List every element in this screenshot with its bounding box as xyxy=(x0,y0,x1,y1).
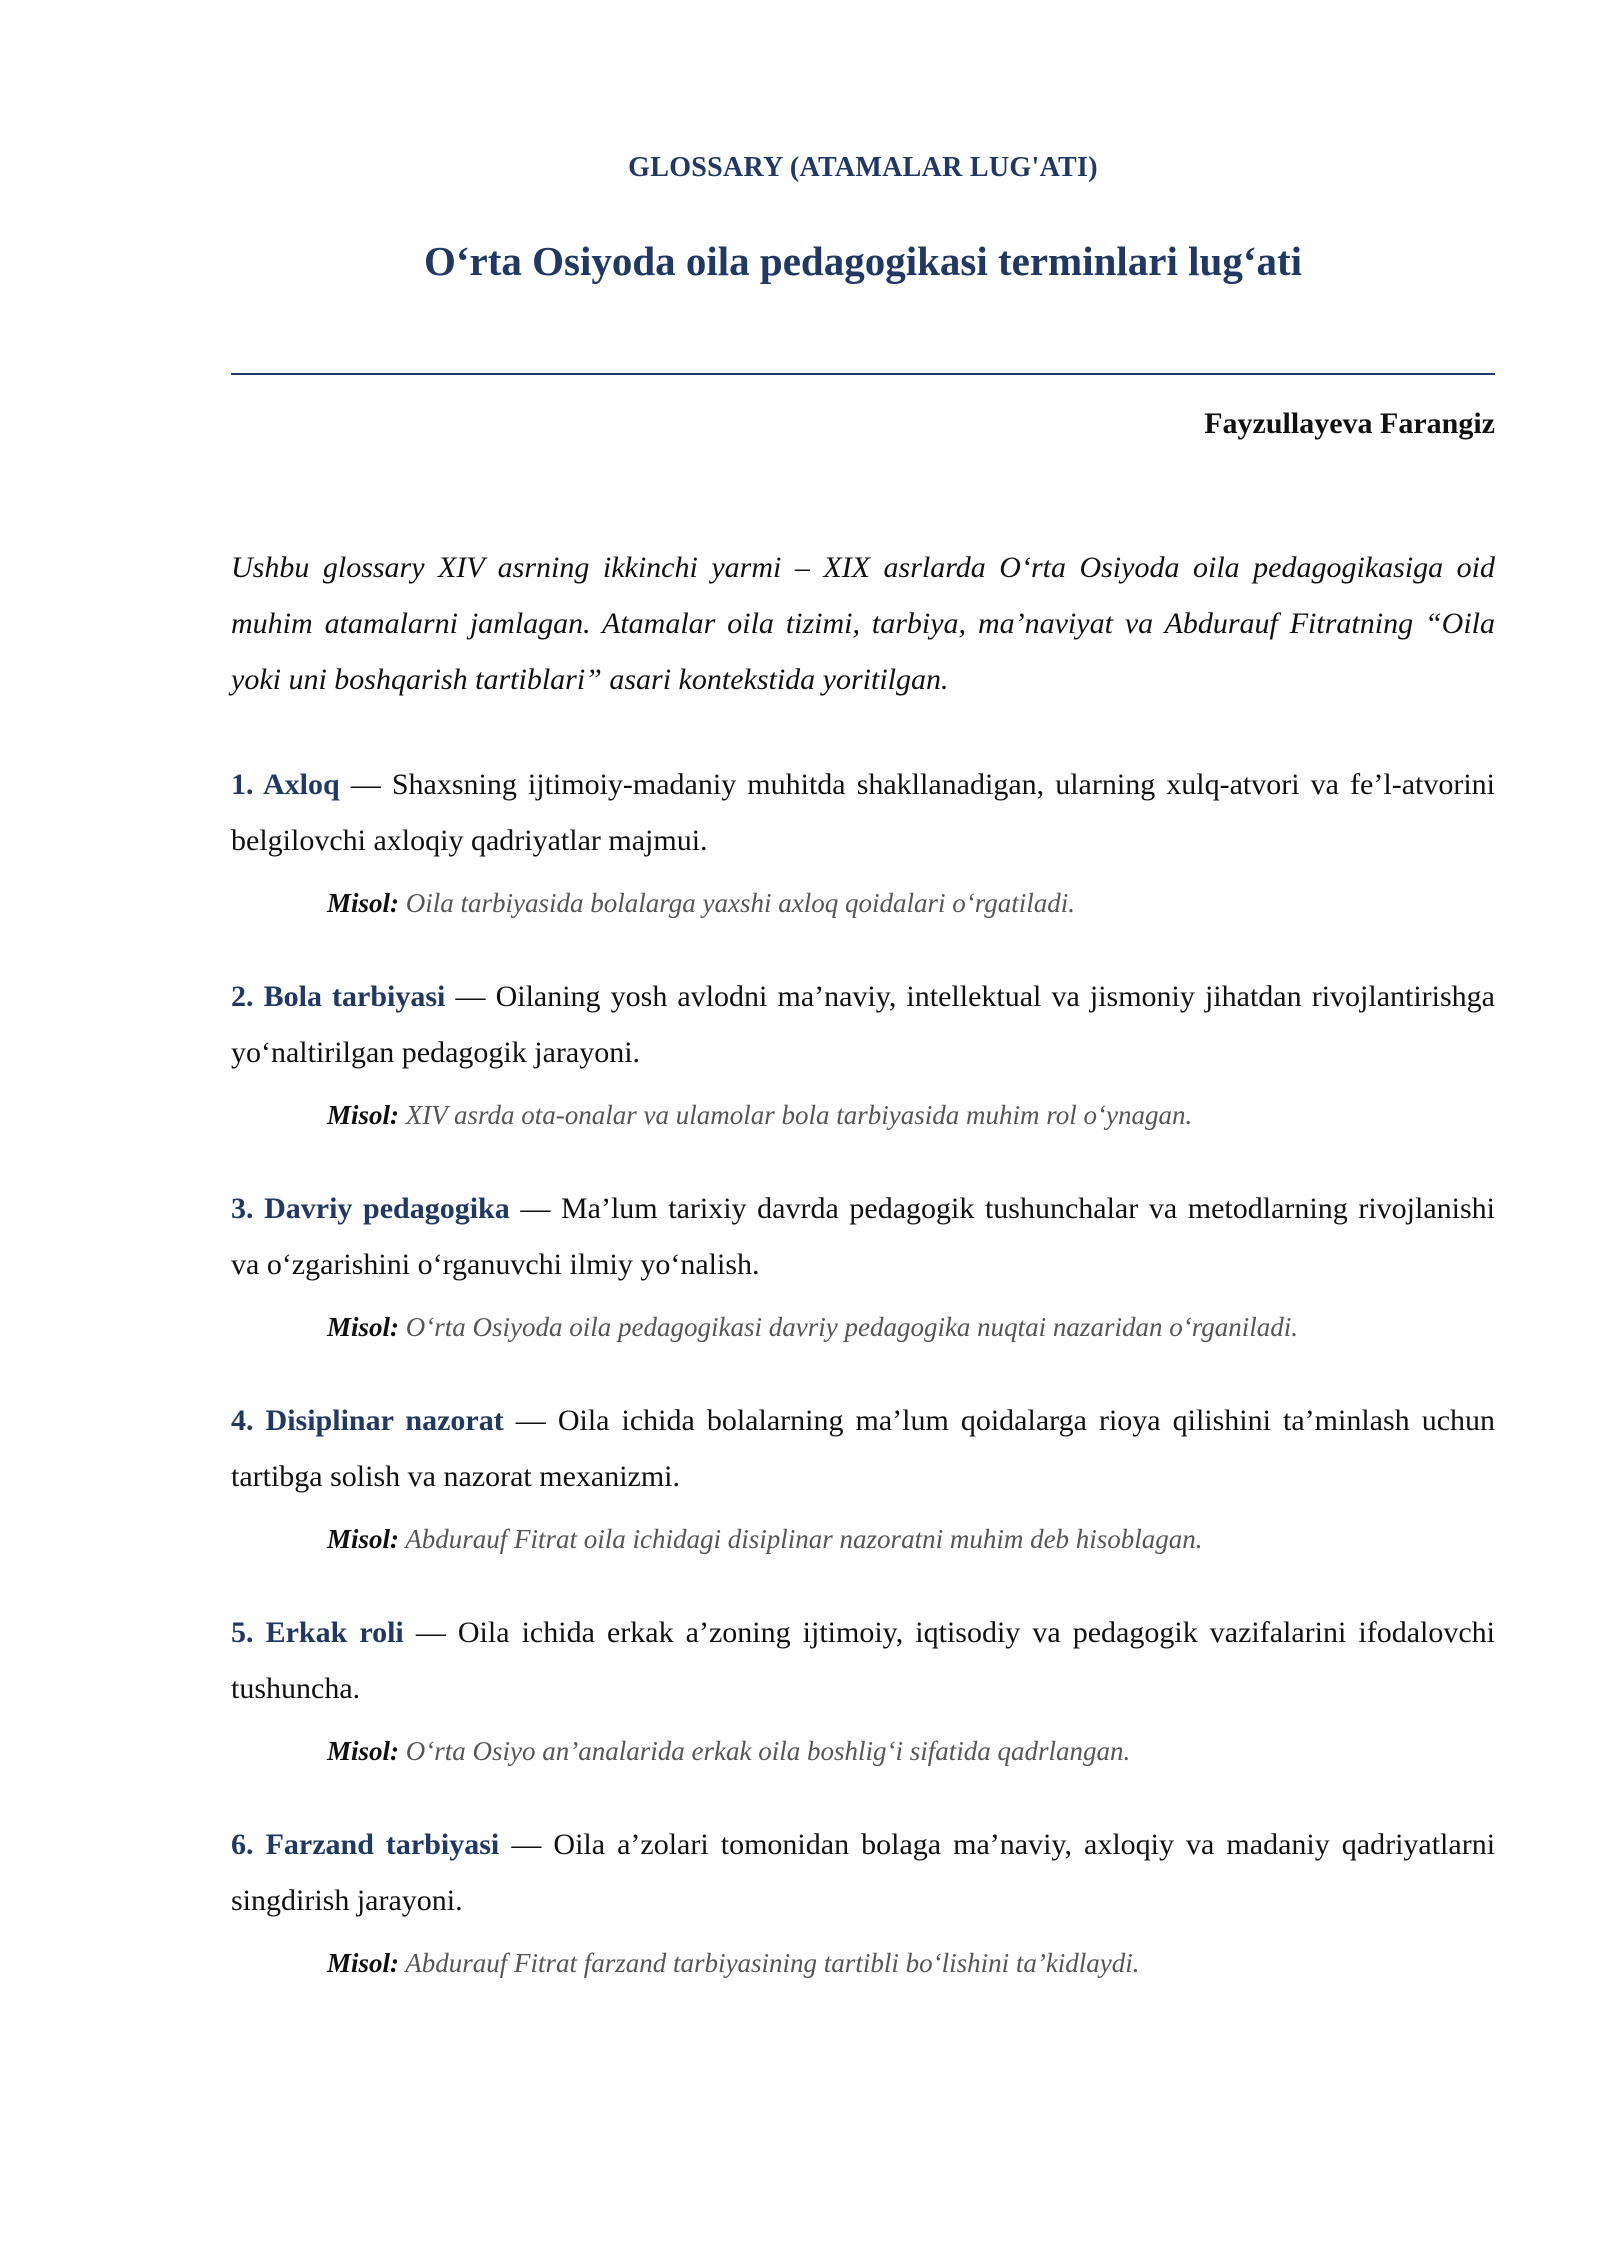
author-name: Fayzullayeva Farangiz xyxy=(1204,407,1495,440)
entry-example xyxy=(327,1729,1495,1773)
example-label: Misol: xyxy=(327,1312,400,1342)
entry-term xyxy=(231,980,445,1013)
glossary-entry xyxy=(231,1605,1495,1817)
example-text: O‘rta Osiyo an’analarida erkak oila boshlig‘i sifatida qadrlangan. xyxy=(405,1736,1131,1766)
glossary-entries xyxy=(231,757,1495,2029)
entry-dash: — xyxy=(350,768,381,801)
entry-example xyxy=(327,1305,1495,1349)
entry-definition-text: Ma’lum tarixiy davrda pedagogik tushunchalar va metodlarning rivojlanishi va o‘zgarishini o‘rganuvchi ilmiy yo‘nalish. xyxy=(231,1192,1495,1281)
entry-term-text: Axloq xyxy=(262,768,340,801)
document-title: O‘rta Osiyoda oila pedagogikasi terminlari lug‘ati xyxy=(423,238,1303,284)
entry-dash: — xyxy=(515,1404,546,1437)
entry-number: 3. xyxy=(231,1192,254,1225)
entry-definition xyxy=(231,757,1495,869)
entry-term-text: Erkak roli xyxy=(265,1616,404,1649)
entry-definition xyxy=(231,1393,1495,1505)
example-text: XIV asrda ota-onalar va ulamolar bola tarbiyasida muhim rol o‘ynagan. xyxy=(405,1100,1193,1130)
glossary-entry xyxy=(231,969,1495,1181)
example-text: Abdurauf Fitrat farzand tarbiyasining tartibli bo‘lishini ta’kidlaydi. xyxy=(405,1948,1140,1978)
entry-dash: — xyxy=(511,1828,542,1861)
glossary-entry xyxy=(231,1181,1495,1393)
entry-number: 1. xyxy=(231,768,254,801)
entry-number: 5. xyxy=(231,1616,254,1649)
entry-term xyxy=(231,1192,510,1225)
entry-number: 6. xyxy=(231,1828,254,1861)
example-label: Misol: xyxy=(327,1736,400,1766)
example-text: O‘rta Osiyoda oila pedagogikasi davriy pedagogika nuqtai nazaridan o‘rganiladi. xyxy=(405,1312,1298,1342)
entry-term-text: Farzand tarbiyasi xyxy=(265,1828,500,1861)
entry-number: 4. xyxy=(231,1404,254,1437)
entry-term-text: Bola tarbiyasi xyxy=(263,980,446,1013)
glossary-entry xyxy=(231,1393,1495,1605)
title-divider xyxy=(231,373,1495,375)
example-label: Misol: xyxy=(327,1100,400,1130)
example-label: Misol: xyxy=(327,1948,400,1978)
entry-term-text: Davriy pedagogika xyxy=(264,1192,510,1225)
entry-definition xyxy=(231,1181,1495,1293)
entry-definition-text: Oila a’zolari tomonidan bolaga ma’naviy, axloqiy va madaniy qadriyatlarni singdirish jarayoni. xyxy=(231,1828,1496,1917)
entry-definition xyxy=(231,1605,1495,1717)
entry-dash: — xyxy=(520,1192,551,1225)
entry-example xyxy=(327,1941,1495,1985)
entry-example xyxy=(327,881,1495,925)
entry-term xyxy=(231,1828,499,1861)
entry-term xyxy=(231,768,340,801)
entry-term-text: Disiplinar nazorat xyxy=(265,1404,504,1437)
entry-term xyxy=(231,1616,404,1649)
example-text: Oila tarbiyasida bolalarga yaxshi axloq qoidalari o‘rgatiladi. xyxy=(405,888,1076,918)
entry-dash: — xyxy=(455,980,486,1013)
entry-example xyxy=(327,1093,1495,1137)
glossary-header-label: GLOSSARY (ATAMALAR LUG'ATI) xyxy=(628,152,1098,183)
entry-definition xyxy=(231,1817,1495,1929)
entry-definition-text: Oila ichida erkak a’zoning ijtimoiy, iqtisodiy va pedagogik vazifalarini ifodalovchi tushuncha. xyxy=(231,1616,1496,1705)
glossary-entry xyxy=(231,757,1495,969)
entry-number: 2. xyxy=(231,980,254,1013)
intro-paragraph: Ushbu glossary XIV asrning ikkinchi yarmi – XIX asrlarda O‘rta Osiyoda oila pedagogikasiga oid muhim atamalarni jamlagan. Atamalar oila tizimi, tarbiya, ma’naviyat va Abdurauf Fitratning “Oila yoki uni boshqarish tartiblari” asari kontekstida yoritilgan. xyxy=(231,551,1495,696)
entry-definition-text: Oila ichida bolalarning ma’lum qoidalarga rioya qilishini ta’minlash uchun tartibga solish va nazorat mexanizmi. xyxy=(231,1404,1496,1493)
entry-definition xyxy=(231,969,1495,1081)
entry-example xyxy=(327,1517,1495,1561)
example-label: Misol: xyxy=(327,1524,400,1554)
entry-dash: — xyxy=(415,1616,446,1649)
entry-definition-text: Shaxsning ijtimoiy-madaniy muhitda shakllanadigan, ularning xulq-atvori va fe’l-atvorini belgilovchi axloqiy qadriyatlar majmui. xyxy=(231,768,1495,857)
example-label: Misol: xyxy=(327,888,400,918)
glossary-entry xyxy=(231,1817,1495,2029)
entry-term xyxy=(231,1404,504,1437)
entry-definition-text: Oilaning yosh avlodni ma’naviy, intellektual va jismoniy jihatdan rivojlantirishga yo‘naltirilgan pedagogik jarayoni. xyxy=(231,980,1495,1069)
example-text: Abdurauf Fitrat oila ichidagi disiplinar nazoratni muhim deb hisoblagan. xyxy=(405,1524,1203,1554)
